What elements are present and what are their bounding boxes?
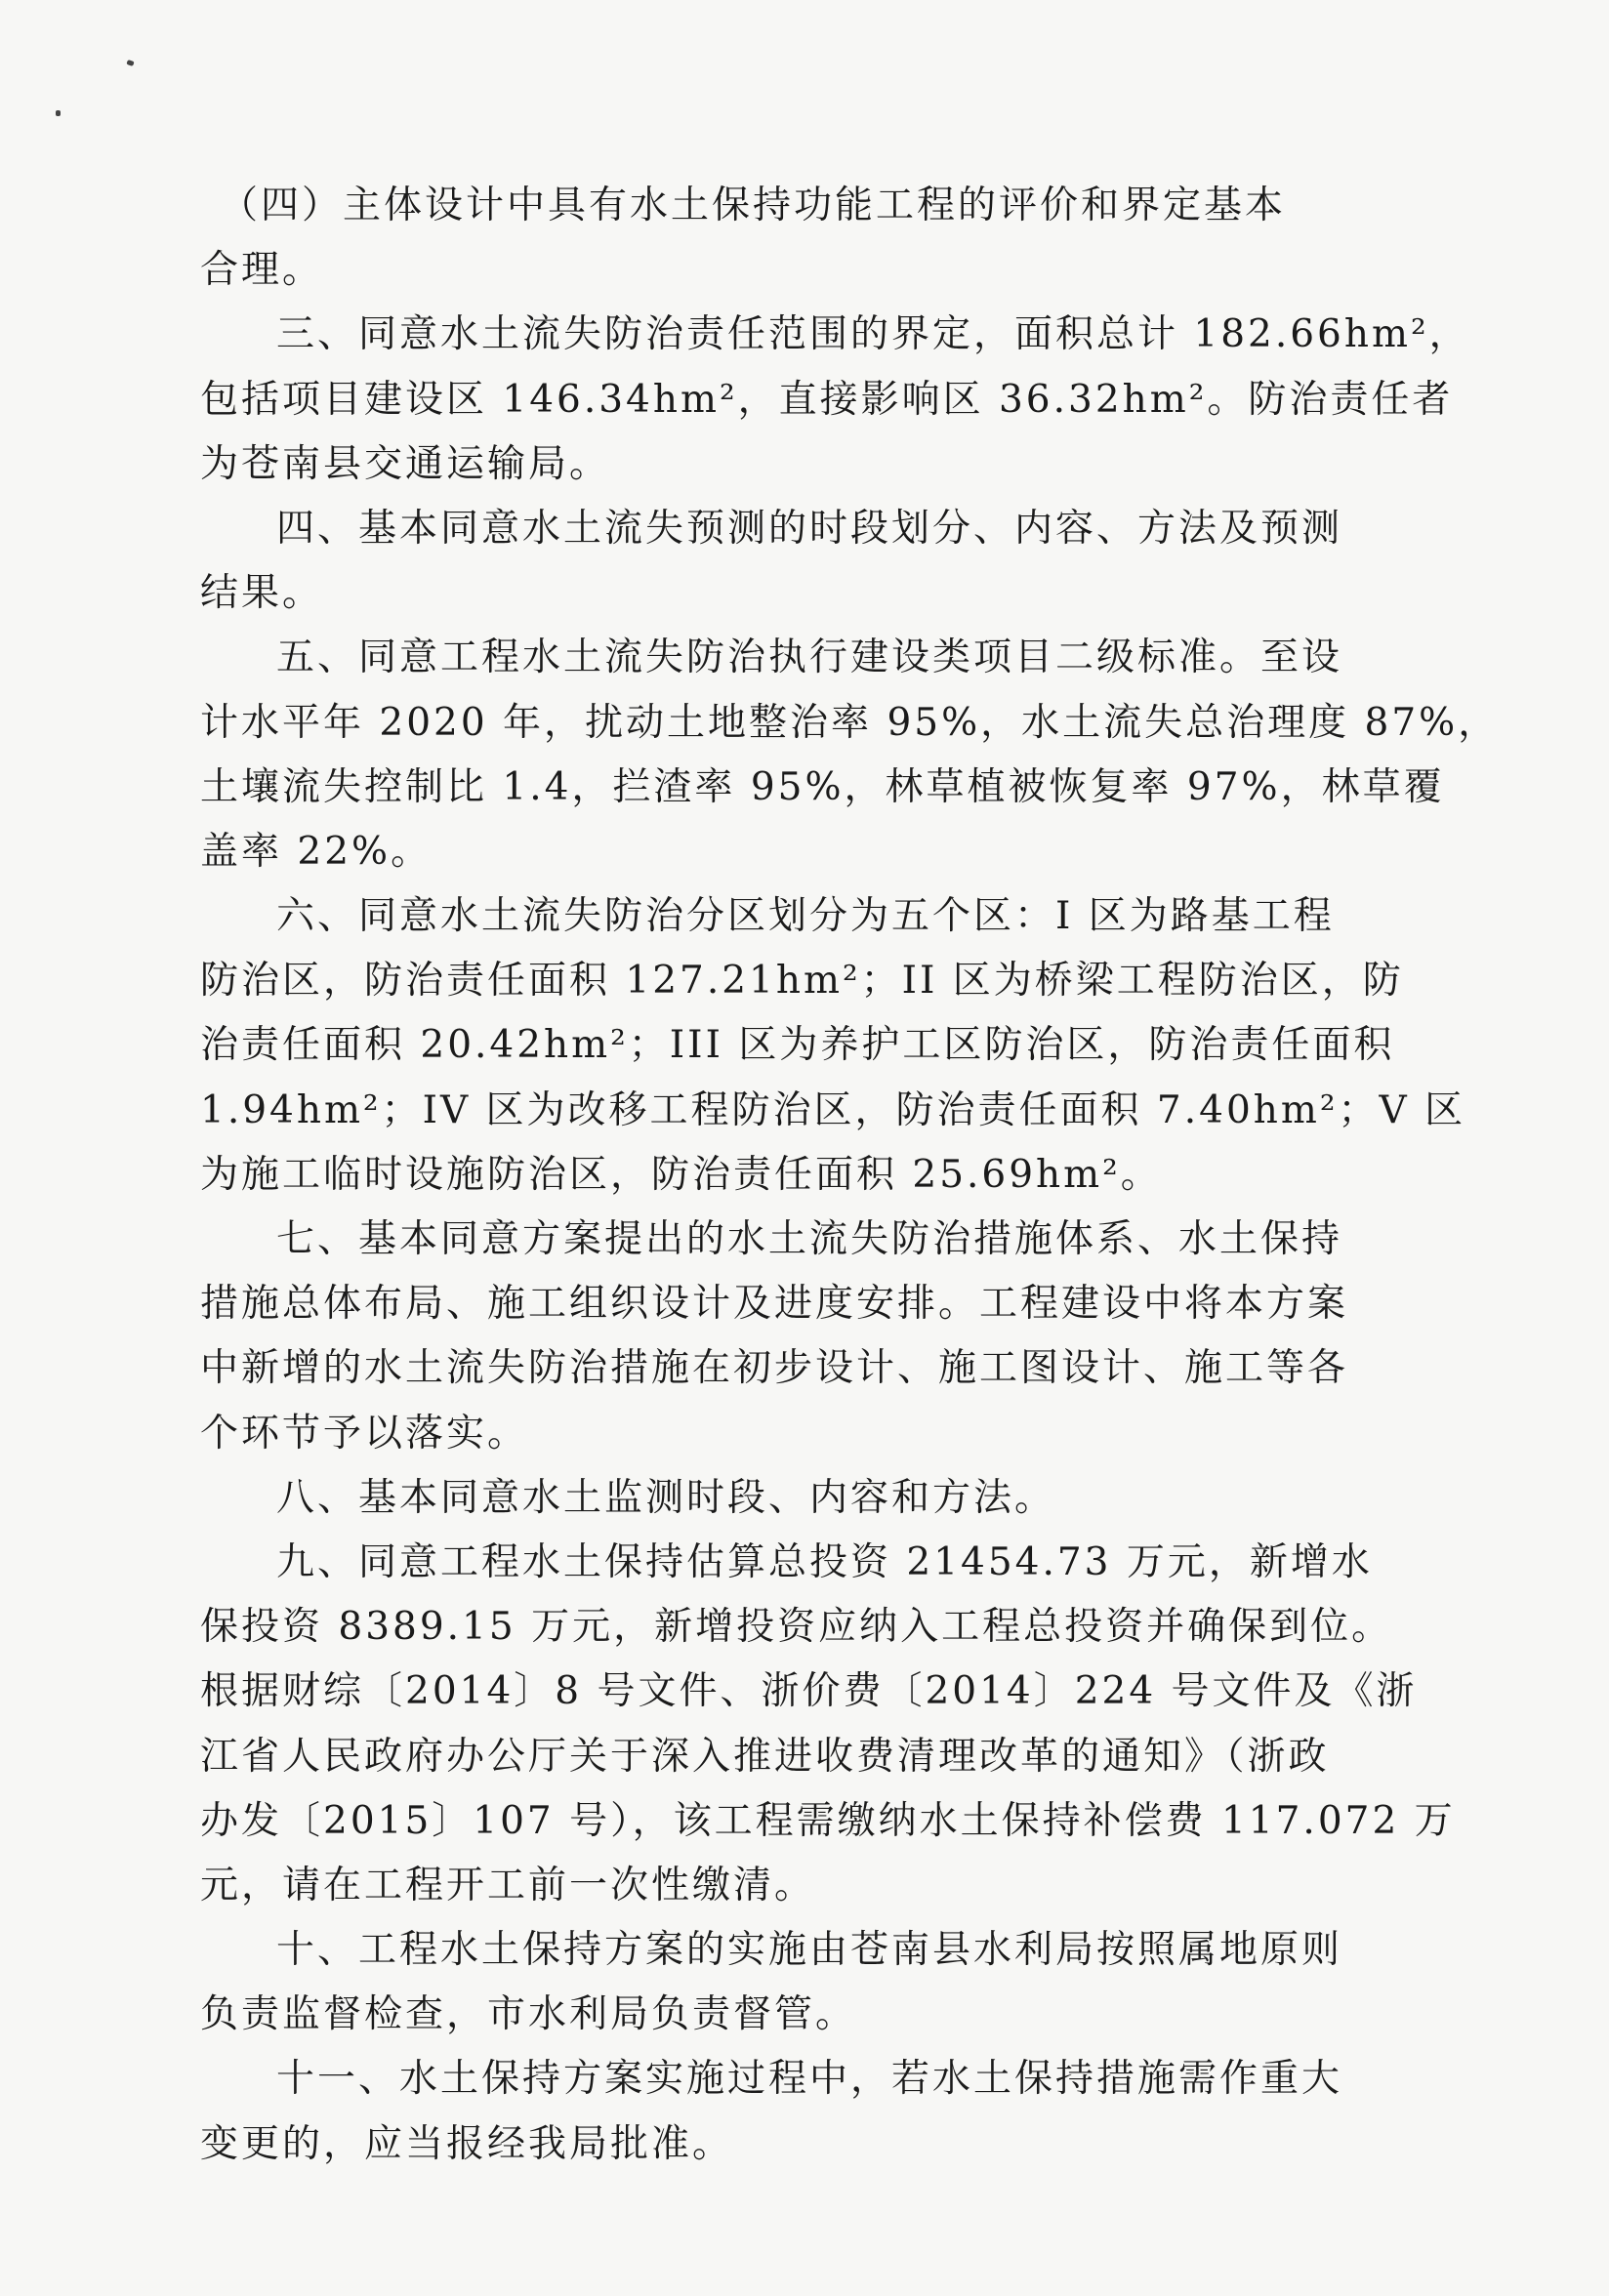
text-line: 治责任面积 20.42hm²；III 区为养护工区防治区，防治责任面积 (200, 1023, 1395, 1068)
text-line: 六、同意水土流失防治分区划分为五个区：I 区为路基工程 (276, 894, 1335, 939)
text-line: 元，请在工程开工前一次性缴清。 (200, 1863, 816, 1907)
text-line: 合理。 (200, 248, 324, 293)
text-line: 保投资 8389.15 万元，新增投资应纳入工程总投资并确保到位。 (200, 1605, 1393, 1650)
paragraph-p_5 (200, 626, 1500, 884)
document-body (200, 174, 1500, 2177)
text-line: 七、基本同意方案提出的水土流失防治措施体系、水土保持 (276, 1217, 1343, 1261)
text-line: 根据财综〔2014〕8 号文件、浙价费〔2014〕224 号文件及《浙 (200, 1669, 1418, 1714)
text-line: 十、工程水土保持方案的实施由苍南县水利局按照属地原则 (276, 1928, 1343, 1973)
text-line: 办发〔2015〕107 号），该工程需缴纳水土保持补偿费 117.072 万 (200, 1798, 1456, 1843)
text-line: 为苍南县交通运输局。 (200, 441, 611, 486)
text-line: 结果。 (200, 571, 324, 616)
paragraph-p_8 (200, 1466, 1421, 1531)
paragraph-p_9 (200, 1531, 1456, 1918)
text-line: 九、同意工程水土保持估算总投资 21454.73 万元，新增水 (276, 1539, 1373, 1584)
text-line: 三、同意水土流失防治责任范围的界定，面积总计 182.66hm²， (276, 312, 1470, 357)
paragraph-p_10 (200, 1918, 1421, 2047)
text-line: 防治区，防治责任面积 127.21hm²；II 区为桥梁工程防治区，防 (200, 959, 1404, 1004)
text-line: 十一、水土保持方案实施过程中，若水土保持措施需作重大 (276, 2057, 1343, 2102)
text-line: 为施工临时设施防治区，防治责任面积 25.69hm²。 (200, 1152, 1162, 1197)
scan-speck (126, 60, 134, 66)
paragraph-p_11 (200, 2047, 1421, 2176)
paragraph-p4 (200, 174, 1421, 303)
text-line: 个环节予以落实。 (200, 1411, 529, 1456)
text-line: 五、同意工程水土流失防治执行建设类项目二级标准。至设 (276, 636, 1343, 680)
paragraph-p_4 (200, 497, 1421, 626)
paragraph-p_7 (200, 1208, 1421, 1466)
text-line: 负责监督检查，市水利局负责督管。 (200, 1992, 857, 2037)
text-line: 包括项目建设区 146.34hm²，直接影响区 36.32hm²。防治责任者 (200, 377, 1454, 422)
text-line: 中新增的水土流失防治措施在初步设计、施工图设计、施工等各 (200, 1346, 1349, 1391)
text-line: 八、基本同意水土监测时段、内容和方法。 (276, 1475, 1056, 1520)
text-line: 土壤流失控制比 1.4，拦渣率 95%，林草植被恢复率 97%，林草覆 (200, 764, 1445, 809)
scan-speck (56, 110, 61, 116)
paragraph-p_6 (200, 884, 1466, 1208)
text-line: 四、基本同意水土流失预测的时段划分、内容、方法及预测 (276, 506, 1343, 551)
text-line: 江省人民政府办公厅关于深入推进收费清理改革的通知》（浙政 (200, 1734, 1330, 1779)
paragraph-p_3 (200, 303, 1470, 497)
text-line: 盖率 22%。 (200, 829, 433, 874)
text-line: 1.94hm²；IV 区为改移工程防治区，防治责任面积 7.40hm²；V 区 (200, 1087, 1466, 1132)
text-line: 措施总体布局、施工组织设计及进度安排。工程建设中将本方案 (200, 1282, 1349, 1327)
text-line: 变更的，应当报经我局批准。 (200, 2121, 734, 2166)
text-line: 计水平年 2020 年，扰动土地整治率 95%，水土流失总治理度 87%， (200, 700, 1500, 745)
text-line: （四）主体设计中具有水土保持功能工程的评价和界定基本 (220, 184, 1287, 227)
